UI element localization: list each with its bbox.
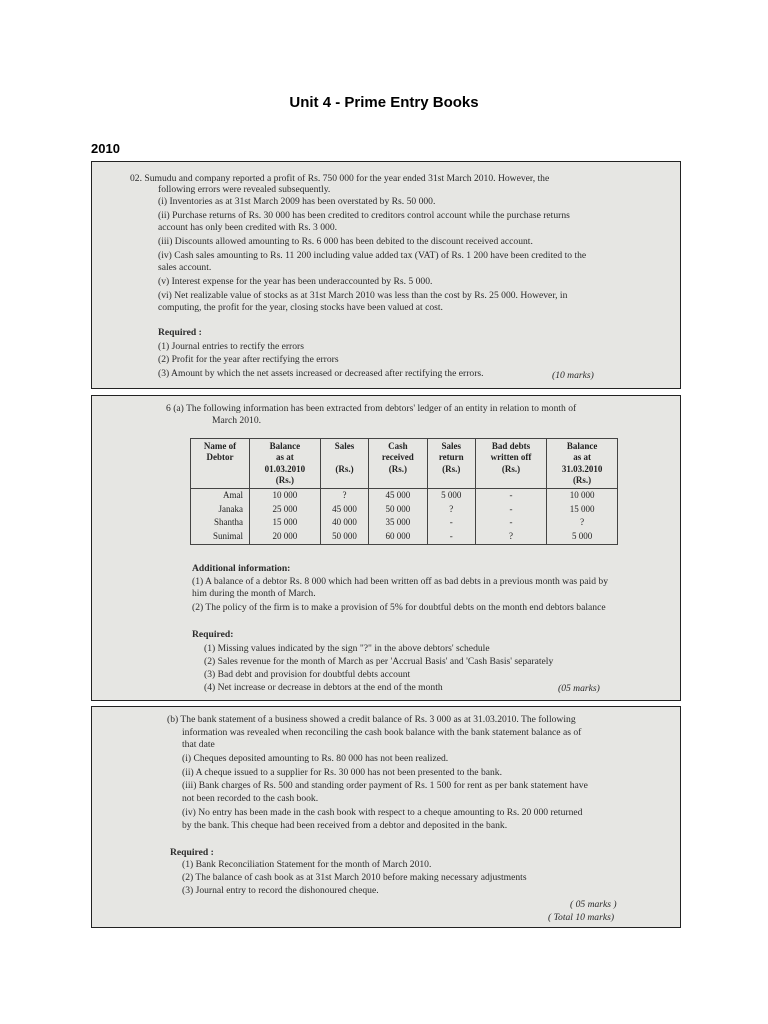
reconciliation-item: (iv) No entry has been made in the cash book with respect to a cheque amounting to Rs. 20 000 returned <box>182 807 583 818</box>
error-item: (iii) Discounts allowed amounting to Rs. 6 000 has been debited to the discount received account. <box>158 236 533 247</box>
error-item: (i) Inventories as at 31st March 2009 has been overstated by Rs. 50 000. <box>158 196 436 207</box>
table-cell: 5 000 <box>547 530 618 544</box>
error-item: (v) Interest expense for the year has been underaccounted by Rs. 5 000. <box>158 276 433 287</box>
question-intro-line: 02. Sumudu and company reported a profit of Rs. 750 000 for the year ended 31st March 2010. However, the <box>130 173 550 184</box>
table-header-cell: Sales return (Rs.) <box>427 439 475 489</box>
table-cell: 10 000 <box>250 489 321 503</box>
reconciliation-item: by the bank. This cheque had been received from a debtor and deposited in the bank. <box>182 820 508 831</box>
question-intro-line: information was revealed when reconciling the cash book balance with the bank statement balance as of <box>182 727 582 738</box>
marks-label: (10 marks) <box>552 370 594 381</box>
required-heading: Required : <box>158 327 202 338</box>
additional-info-item: him during the month of March. <box>192 588 316 599</box>
table-cell: Janaka <box>191 503 250 517</box>
table-cell: - <box>475 503 546 517</box>
question-02-scan <box>91 161 681 389</box>
table-cell: - <box>427 516 475 530</box>
table-cell: 50 000 <box>369 503 427 517</box>
table-cell: 45 000 <box>320 503 368 517</box>
table-row <box>191 530 618 544</box>
required-item: (2) Sales revenue for the month of March as per 'Accrual Basis' and 'Cash Basis' separately <box>204 656 554 667</box>
question-intro-line: following errors were revealed subsequently. <box>158 184 331 195</box>
table-cell: Shantha <box>191 516 250 530</box>
table-header-cell: Cash received (Rs.) <box>369 439 427 489</box>
additional-info-item: (2) The policy of the firm is to make a provision of 5% for doubtful debts on the month end debtors balance <box>192 602 606 613</box>
required-item: (1) Bank Reconciliation Statement for the month of March 2010. <box>182 859 432 870</box>
question-intro-line: 6 (a) The following information has been extracted from debtors' ledger of an entity in relation to month of <box>166 403 577 414</box>
error-item: account has only been credited with Rs. 3 000. <box>158 222 338 233</box>
reconciliation-item: not been recorded to the cash book. <box>182 793 319 804</box>
required-item: (1) Missing values indicated by the sign "?" in the above debtors' schedule <box>204 643 490 654</box>
table-row <box>191 489 618 503</box>
table-cell: Sunimal <box>191 530 250 544</box>
marks-label: ( 05 marks ) <box>570 899 617 910</box>
question-intro-line: that date <box>182 739 215 750</box>
additional-info-item: (1) A balance of a debtor Rs. 8 000 which had been written off as bad debts in a previous month was paid by <box>192 576 608 587</box>
table-cell: 5 000 <box>427 489 475 503</box>
question-6b-scan <box>91 706 681 928</box>
error-item: (ii) Purchase returns of Rs. 30 000 has been credited to creditors control account while the purchase returns <box>158 210 570 221</box>
debtors-ledger-table <box>190 438 618 545</box>
table-cell: - <box>475 489 546 503</box>
reconciliation-item: (i) Cheques deposited amounting to Rs. 80 000 has not been realized. <box>182 753 449 764</box>
table-cell: ? <box>427 503 475 517</box>
required-heading: Required: <box>192 629 234 640</box>
required-item: (2) The balance of cash book as at 31st March 2010 before making necessary adjustments <box>182 872 527 883</box>
table-cell: 20 000 <box>250 530 321 544</box>
table-header-cell: Name of Debtor <box>191 439 250 489</box>
error-item: (vi) Net realizable value of stocks as at 31st March 2010 was less than the cost by Rs. 25 000. However, in <box>158 290 568 301</box>
table-row <box>191 516 618 530</box>
table-cell: Amal <box>191 489 250 503</box>
error-item: sales account. <box>158 262 212 273</box>
required-item: (4) Net increase or decrease in debtors at the end of the month <box>204 682 443 693</box>
table-cell: ? <box>475 530 546 544</box>
reconciliation-item: (ii) A cheque issued to a supplier for Rs. 30 000 has not been presented to the bank. <box>182 767 502 778</box>
marks-label: (05 marks) <box>558 683 600 694</box>
table-cell: 35 000 <box>369 516 427 530</box>
table-cell: ? <box>547 516 618 530</box>
question-intro-line: (b) The bank statement of a business showed a credit balance of Rs. 3 000 as at 31.03.2010. The following <box>167 714 576 725</box>
table-header-cell: Bad debts written off (Rs.) <box>475 439 546 489</box>
reconciliation-item: (iii) Bank charges of Rs. 500 and standing order payment of Rs. 1 500 for rent as per bank statement have <box>182 780 588 791</box>
table-cell: 50 000 <box>320 530 368 544</box>
required-item: (3) Bad debt and provision for doubtful debts account <box>204 669 411 680</box>
table-row <box>191 503 618 517</box>
required-item: (3) Journal entry to record the dishonoured cheque. <box>182 885 379 896</box>
page-title: Unit 4 - Prime Entry Books <box>289 94 479 111</box>
table-header-cell: Balance as at 01.03.2010 (Rs.) <box>250 439 321 489</box>
total-marks-label: ( Total 10 marks) <box>548 912 615 923</box>
table-cell: 40 000 <box>320 516 368 530</box>
required-heading: Required : <box>170 847 214 858</box>
table-cell: - <box>427 530 475 544</box>
question-6a-scan <box>91 395 681 701</box>
table-cell: 45 000 <box>369 489 427 503</box>
table-cell: 10 000 <box>547 489 618 503</box>
additional-info-heading: Additional information: <box>192 563 291 574</box>
table-cell: 15 000 <box>547 503 618 517</box>
required-item: (1) Journal entries to rectify the errors <box>158 341 304 352</box>
table-cell: 60 000 <box>369 530 427 544</box>
table-header-cell: Balance as at 31.03.2010 (Rs.) <box>547 439 618 489</box>
question-intro-line: March 2010. <box>212 415 262 426</box>
error-item: (iv) Cash sales amounting to Rs. 11 200 including value added tax (VAT) of Rs. 1 200 have been credited to the <box>158 250 587 261</box>
table-cell: 25 000 <box>250 503 321 517</box>
required-item: (2) Profit for the year after rectifying the errors <box>158 354 339 365</box>
year-heading: 2010 <box>91 141 120 156</box>
table-cell: 15 000 <box>250 516 321 530</box>
error-item: computing, the profit for the year, closing stocks have been valued at cost. <box>158 302 443 313</box>
table-cell: - <box>475 516 546 530</box>
table-cell: ? <box>320 489 368 503</box>
required-item: (3) Amount by which the net assets increased or decreased after rectifying the errors. <box>158 368 484 379</box>
table-header-cell: Sales (Rs.) <box>320 439 368 489</box>
